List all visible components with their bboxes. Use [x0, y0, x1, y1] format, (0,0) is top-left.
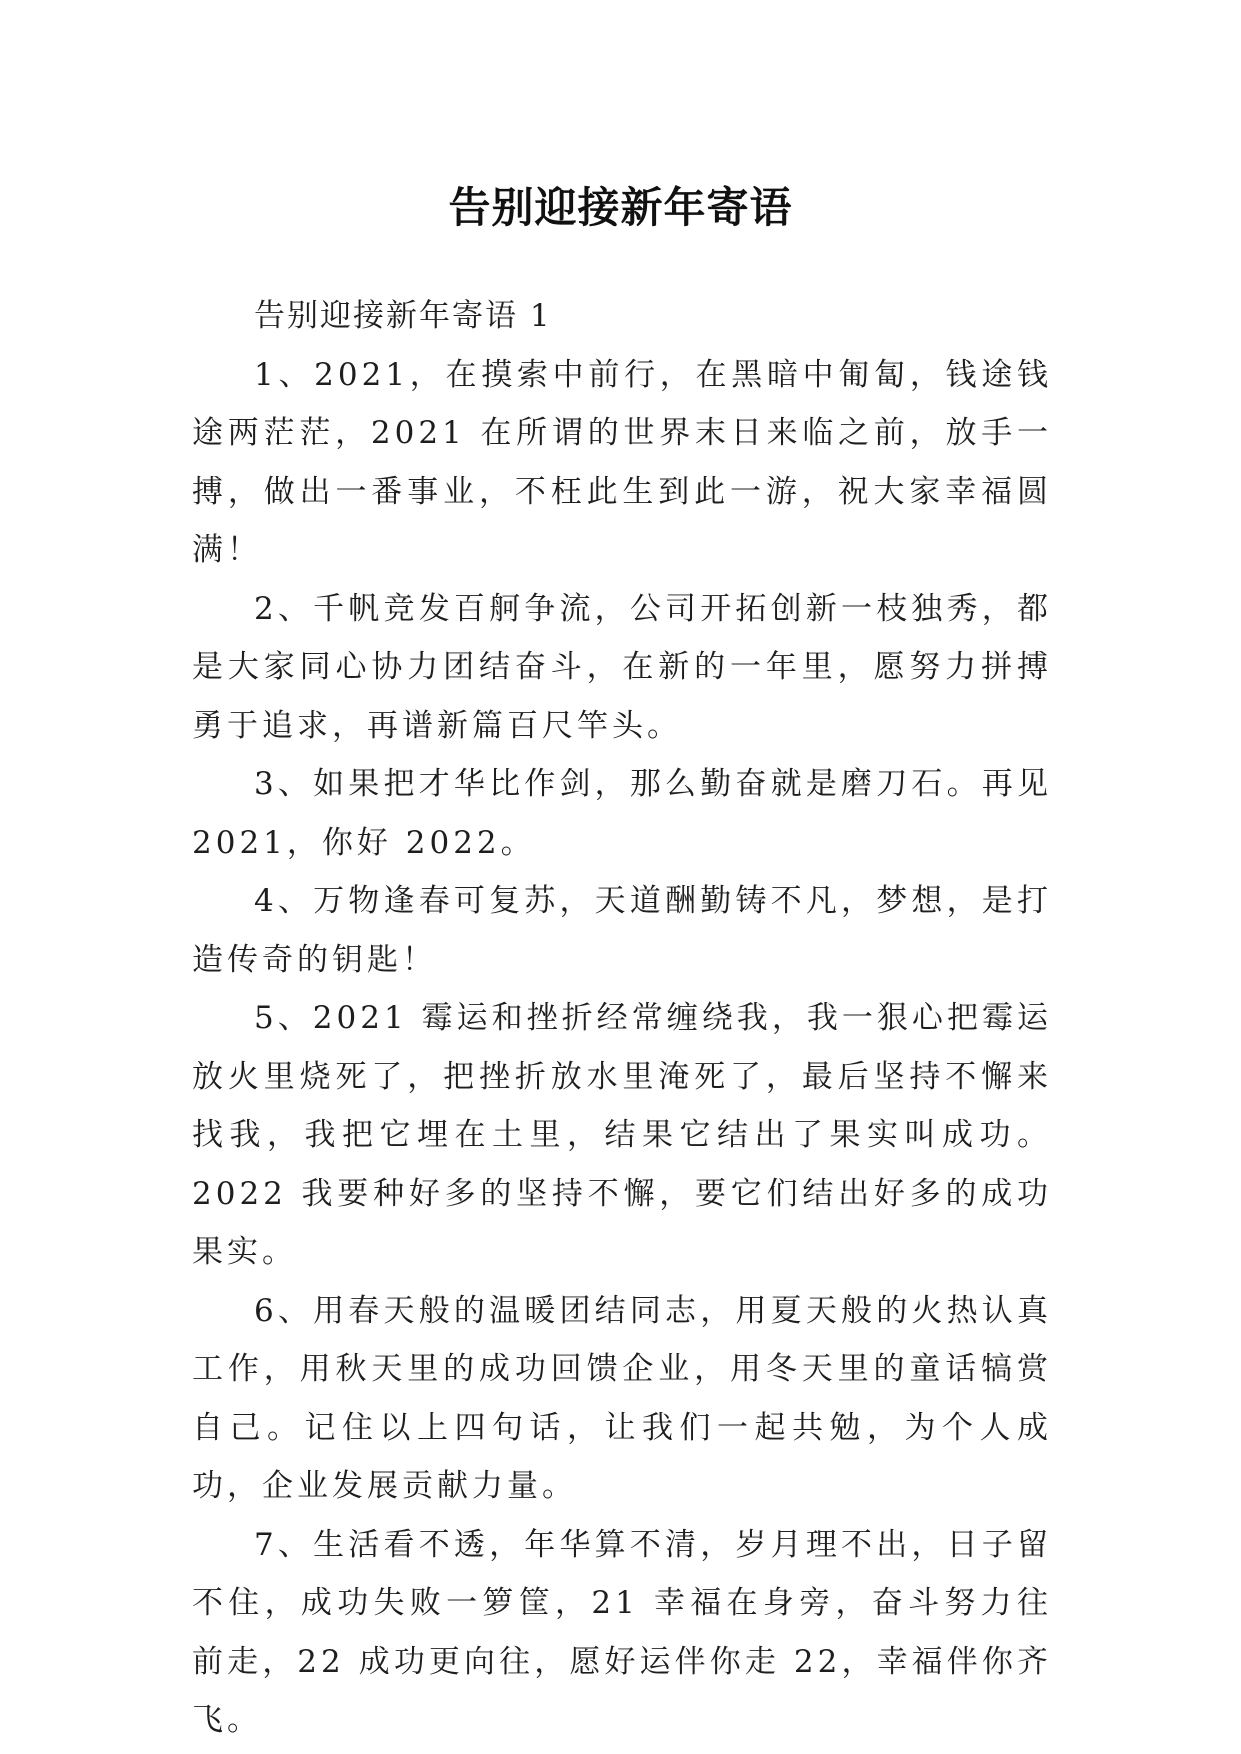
paragraph-3: 3、如果把才华比作剑，那么勤奋就是磨刀石。再见 2021，你好 2022。	[192, 766, 1052, 861]
document-body	[192, 287, 1052, 1750]
paragraph-7: 7、生活看不透，年华算不清，岁月理不出，日子留不住，成功失败一箩筐，21 幸福在身旁，奋斗努力往前走，22 成功更向往，愿好运伴你走 22，幸福伴你齐飞。	[192, 1526, 1052, 1738]
paragraph-1: 1、2021，在摸索中前行，在黑暗中匍匐，钱途钱途两茫茫，2021 在所谓的世界末日来临之前，放手一搏，做出一番事业，不枉此生到此一游，祝大家幸福圆满！	[192, 356, 1052, 568]
section-heading: 告别迎接新年寄语 1	[254, 298, 552, 334]
document-title: 告别迎接新年寄语	[448, 183, 793, 233]
paragraph-2: 2、千帆竞发百舸争流，公司开拓创新一枝独秀，都是大家同心协力团结奋斗，在新的一年里，愿努力拼搏勇于追求，再谱新篇百尺竿头。	[192, 590, 1052, 744]
paragraph-5: 5、2021 霉运和挫折经常缠绕我，我一狠心把霉运放火里烧死了，把挫折放水里淹死了，最后坚持不懈来找我，我把它埋在土里，结果它结出了果实叫成功。2022 我要种好多的坚持不懈，要它们结出好多的成功果实。	[192, 1000, 1052, 1270]
paragraph-6: 6、用春天般的温暖团结同志，用夏天般的火热认真工作，用秋天里的成功回馈企业，用冬天里的童话犒赏自己。记住以上四句话，让我们一起共勉，为个人成功，企业发展贡献力量。	[192, 1292, 1052, 1504]
paragraph-4: 4、万物逢春可复苏，天道酬勤铸不凡，梦想，是打造传奇的钥匙！	[192, 883, 1052, 978]
